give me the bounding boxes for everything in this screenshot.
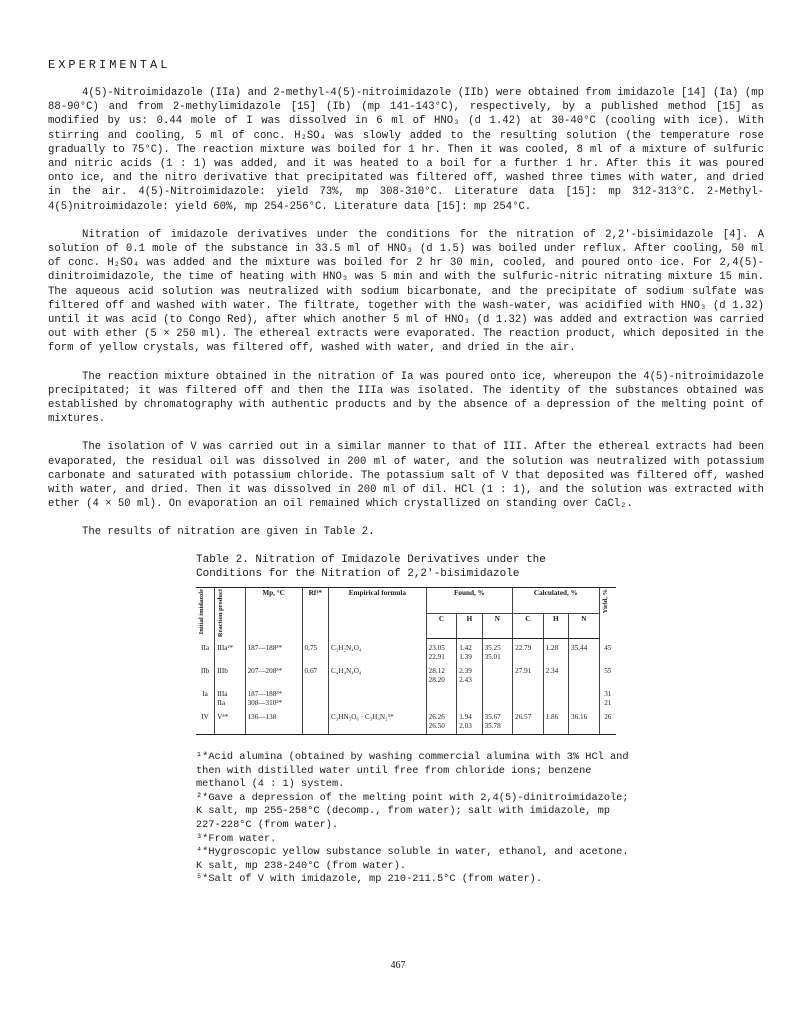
cell-found-h (457, 685, 482, 708)
col-rf-header: Rf¹* (302, 588, 328, 639)
results-sentence: The results of nitration are given in Table 2. (82, 526, 375, 539)
found-c-header: C (426, 613, 457, 638)
cell-found-c (426, 685, 457, 708)
section-heading: EXPERIMENTAL (48, 58, 171, 72)
paragraph-1: 4(5)-Nitroimidazole (IIa) and 2-methyl-4(5)-nitroimidazole (IIb) were obtained from imidazole [14] (Ia) (mp 88-90°C) and from 2-methylimidazole [15] (Ib) (mp 141-143°C), respectively, by a published method [15] as modified by us: 0.44 mole of I was dissolved in 6 ml of HNO₃ (d 1.42) at 30-40°C (cooling with ice). With stirring and cooling, 5 ml of conc. H₂SO₄ was slowly added to the resulting solution (the temperature rose gradually to 75°C). The reaction mixture was boiled for 1 hr. Then it was cooled, 8 ml of a mixture of sulfuric and nitric acids (1 : 1) was added, and it was heated to a boil for a further 1 hr. After this it was poured onto ice, and the nitro derivative that precipitated was filtered off, washed three times with water, and dried in the air. 4(5)-Nitroimidazole: yield 73%, mp 308-310°C. Literature data [15]: mp 312-313°C. 2-Methyl-4(5)nitroimidazole: yield 60%, mp 254-256°C. Literature data [15]: mp 254°C. (48, 87, 764, 213)
table-2 (196, 553, 616, 735)
cell-found-h: 1.42 1.39 (457, 639, 482, 663)
paragraph-2: Nitration of imidazole derivatives under the conditions for the nitration of 2,2'-bisimidazole [4]. A solution of 0.1 mole of the substance in 33.5 ml of HNO₃ (d 1.5) was boiled under reflux. After cooling, 50 ml of conc. H₂SO₄ was added and the mixture was boiled for 2 hr 30 min, cooled, and poured onto ice. For 2,4(5)-dinitroimidazole, the time of heating with HNO₃ was 5 min and with the sulfuric-nitric nitrating mixture 15 min. The aqueous acid solution was neutralized with sodium bicarbonate, and the precipitate of sodium sulfate was filtered off and washed with water. The filtrate, together with the wash-water, was acidified with HNO₃ (d 1.32) until it was acid (to Congo Red), after which another 5 ml of HNO₃ (d 1.32) was added and extraction was carried out with ether (5 × 250 ml). The ethereal extracts were evaporated. The reaction product, which deposited in the form of yellow crystals, was filtered off, washed with water, and dried in the air. (48, 228, 764, 355)
cell-calc-n: 35.44 (569, 639, 600, 663)
cell-initial: IV (196, 708, 215, 735)
cell-mp: 136—138 (245, 708, 302, 735)
cell-calc-c (513, 685, 544, 708)
cell-product: V⁴* (215, 708, 245, 735)
cell-yield: 55 (604, 667, 612, 676)
document-page (48, 58, 764, 887)
cell-initial: IIb (196, 662, 215, 685)
footnote-3: ³*From water. (196, 832, 277, 845)
cell-calc-c: 22.79 (513, 639, 544, 663)
cell-rf: 0.67 (302, 662, 328, 685)
found-n-header: N (482, 613, 513, 638)
cell-mp: 207—208³* (245, 662, 302, 685)
cell-product: IIIb (215, 662, 245, 685)
table-row (196, 708, 616, 735)
col-product-header: Reaction product (215, 588, 245, 639)
cell-rf (302, 708, 328, 735)
cell-yield: 31 21 (604, 690, 612, 707)
cell-calc-n (569, 662, 600, 685)
page-number: 467 (390, 960, 406, 971)
table-row (196, 662, 616, 685)
cell-found-n: 35.67 35.78 (482, 708, 513, 735)
cell-yield: 45 (604, 643, 612, 652)
col-found-header: Found, % (426, 588, 512, 613)
footnote-5: ⁵*Salt of V with imidazole, mp 210-211.5°C (from water). (196, 873, 543, 886)
cell-mp: 187—188³* 308—310³* (245, 685, 302, 708)
cell-found-c: 23.05 22.91 (426, 639, 457, 663)
footnote-2: ²*Gave a depression of the melting point with 2,4(5)-dinitroimidazole; K salt, mp 255-258°C (decomp., from water); salt with imidazole, mp 227-228°C (from water). (196, 791, 629, 832)
cell-formula: C₃H₂N₄O₄ (329, 639, 427, 663)
cell-rf: 0,75 (302, 639, 328, 663)
cell-found-n (482, 685, 513, 708)
col-mp-header: Mp, °C (245, 588, 302, 639)
footnote-4: ⁴*Hygroscopic yellow substance soluble in water, ethanol, and acetone. K salt, mp 238-240°C (from water). (196, 846, 629, 872)
cell-calc-n: 36.16 (569, 708, 600, 735)
cell-calc-h: 1.28 (543, 639, 568, 663)
col-formula-header: Empirical formula (329, 588, 427, 639)
col-calculated-header: Calculated, % (513, 588, 599, 613)
cell-mp: 187—188³* (245, 639, 302, 663)
cell-found-h: 2.39 2.43 (457, 662, 482, 685)
cell-yield: 26 (599, 708, 616, 735)
footnote-1: ¹*Acid alumina (obtained by washing commercial alumina with 3% HCl and then with distilled water until free from chloride ions; benzene methanol (4 : 1) system. (196, 751, 629, 791)
cell-rf (302, 685, 328, 708)
cell-calc-c: 27.91 (513, 662, 544, 685)
table-footnotes (196, 751, 636, 887)
cell-formula: C₄H₄N₄O₄ (329, 662, 427, 685)
table-row (196, 639, 616, 663)
table-caption: Table 2. Nitration of Imidazole Derivatives under the Conditions for the Nitration of 2,2'-bisimidazole (196, 554, 546, 581)
cell-found-h: 1.94 2.03 (457, 708, 482, 735)
paragraph-3: The reaction mixture obtained in the nitration of Ia was poured onto ice, whereupon the 4(5)-nitroimidazole precipitated; it was filtered off and then the IIIa was isolated. The identity of the substances obtained was established by chromatography with authentic products and by the absence of a depression of the melting point of mixtures. (48, 370, 764, 426)
cell-found-n (482, 662, 513, 685)
calc-n-header: N (569, 613, 600, 638)
cell-initial: Ia (196, 685, 215, 708)
cell-calc-h: 1.86 (543, 708, 568, 735)
found-h-header: H (457, 613, 482, 638)
cell-product: IIIa IIa (215, 685, 245, 708)
table-row (196, 685, 616, 708)
cell-calc-h (543, 685, 568, 708)
col-yield-header: Yield, % (599, 588, 616, 639)
nitration-table (196, 587, 616, 735)
cell-found-c: 26.26 26.50 (426, 708, 457, 735)
cell-calc-c: 26.57 (513, 708, 544, 735)
calc-h-header: H (543, 613, 568, 638)
cell-calc-h: 2.34 (543, 662, 568, 685)
cell-found-n: 35.25 35.01 (482, 639, 513, 663)
paragraph-4: The isolation of V was carried out in a similar manner to that of III. After the ethereal extracts had been evaporated, the residual oil was dissolved in 200 ml of water, and the solution was neutralized with potassium carbonate and saturated with potassium chloride. The potassium salt of V that deposited was filtered off, washed with water, and dried. Then it was dissolved in 200 ml of dil. HCl (1 : 1), and the solution was extracted with ether (4 × 50 ml). On evaporation an oil remained which crystallized on standing over CaCl₂. (48, 441, 764, 511)
cell-product: IIIa²* (215, 639, 245, 663)
cell-found-c: 28.12 28.20 (426, 662, 457, 685)
cell-initial: IIa (196, 639, 215, 663)
calc-c-header: C (513, 613, 544, 638)
col-initial-header: Initial imidazole (196, 588, 215, 639)
cell-calc-n (569, 685, 600, 708)
cell-formula: C₃HN₅O₆ · C₃H₄N₂⁵* (329, 708, 427, 735)
cell-formula (329, 685, 427, 708)
